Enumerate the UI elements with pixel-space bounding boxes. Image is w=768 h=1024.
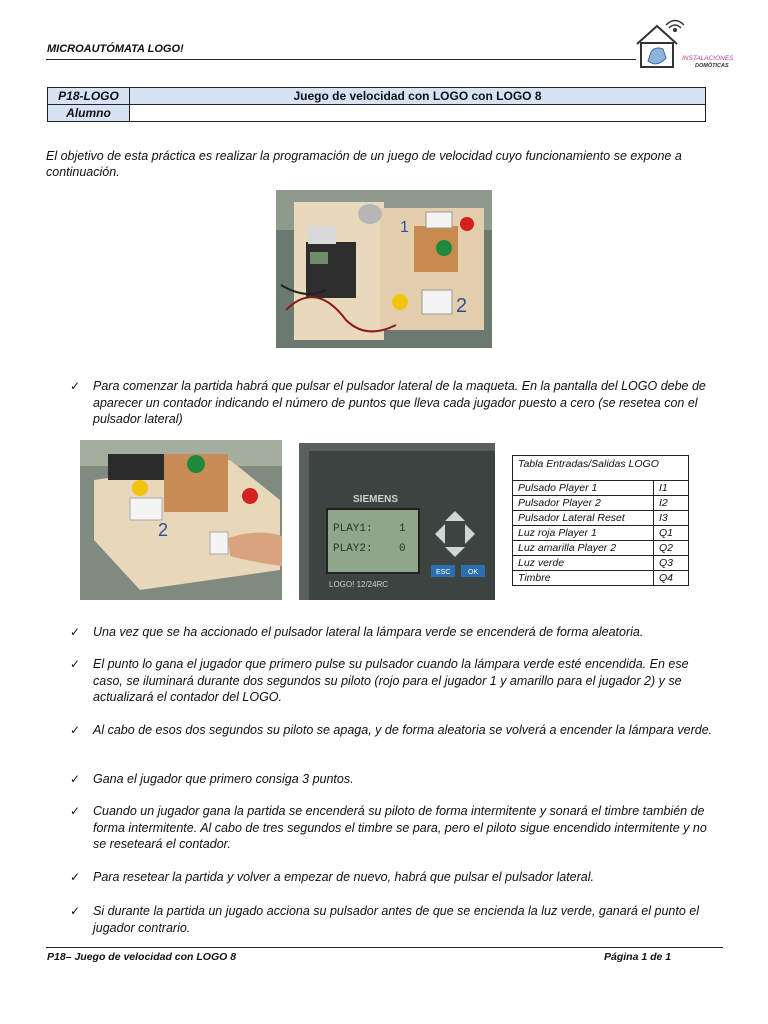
photo-hand-pressing-reset (80, 440, 282, 600)
page-number: Página 1 de 1 (604, 951, 672, 963)
io-table-caption: Tabla Entradas/Salidas LOGO (513, 456, 689, 481)
display-val2: 0 (399, 543, 406, 555)
list-item: ✓ Si durante la partida un jugado acciona su pulsador antes de que se encienda la luz verde, ganará el punto el jugador contrario. (70, 904, 699, 935)
esc-key: ESC (436, 569, 451, 576)
checkmark-icon: ✓ (70, 723, 81, 737)
student-value[interactable] (130, 105, 706, 122)
display-line2: PLAY2: (333, 543, 373, 555)
checkmark-icon: ✓ (70, 772, 81, 786)
practice-code: P18-LOGO (48, 88, 130, 105)
display-line1: PLAY1: (333, 523, 373, 535)
practice-info-table (47, 87, 706, 122)
checkmark-icon: ✓ (70, 657, 81, 671)
table-row: Luz roja Player 1 Q1 (513, 526, 689, 541)
footer-left: P18– Juego de velocidad con LOGO 8 (47, 951, 237, 963)
list-item: ✓ Gana el jugador que primero consiga 3 puntos. (70, 772, 354, 786)
table-row: Pulsador Lateral Reset I3 (513, 511, 689, 526)
photo-logo-display (299, 443, 495, 600)
intro-paragraph: El objetivo de esta práctica es realizar la programación de un juego de velocidad cuyo funcionamiento se expone a continuación. (46, 149, 682, 179)
list-item: ✓ Para comenzar la partida habrá que pulsar el pulsador lateral de la maqueta. En la pantalla del LOGO debe de aparecer un contador indicando el número de puntos que lleva cada jugador puesto a cero (se resetea con el pulsador lateral) (70, 379, 706, 426)
logo-text-line2: DOMÓTICAS (695, 63, 729, 69)
photo-label-2: 2 (456, 295, 468, 317)
ok-key: OK (468, 569, 479, 576)
checkmark-icon: ✓ (70, 870, 81, 884)
list-item: ✓ Cuando un jugador gana la partida se encenderá su piloto de forma intermitente y sonará el timbre también de forma intermitente. Al cabo de tres segundos el timbre se para, pero el piloto sigue encendido intermitente y no se reseteará el contador. (70, 804, 707, 851)
model-label: LOGO! 12/24RC (329, 580, 389, 589)
table-row: Luz amarilla Player 2 Q2 (513, 541, 689, 556)
list-item: ✓ El punto lo gana el jugador que primero pulse su pulsador cuando la lámpara verde esté encendida. En ese caso, se iluminará durante dos segundos su piloto (rojo para el jugador 1 y amarillo para el jugador 2) y se actualizará el contador del LOGO. (70, 657, 689, 704)
list-item: ✓ Para resetear la partida y volver a empezar de nuevo, habrá que pulsar el pulsador lateral. (70, 870, 594, 884)
photo-label-1: 1 (400, 219, 409, 236)
checkmark-icon: ✓ (70, 379, 81, 393)
svg-text:2: 2 (158, 520, 169, 540)
checkmark-icon: ✓ (70, 804, 81, 818)
table-row: Pulsador Player 2 I2 (513, 496, 689, 511)
table-row: Pulsado Player 1 I1 (513, 481, 689, 496)
student-label: Alumno (48, 105, 130, 122)
display-val1: 1 (399, 523, 406, 535)
list-item: ✓ Al cabo de esos dos segundos su piloto se apaga, y de forma aleatoria se volverá a encender la lámpara verde. (70, 723, 713, 737)
header-title: MICROAUTÓMATA LOGO! (47, 43, 184, 55)
practice-title: Juego de velocidad con LOGO con LOGO 8 (130, 88, 706, 105)
checkmark-icon: ✓ (70, 625, 81, 639)
footer-rule (46, 947, 723, 948)
logo-text-line1: INSTALACIONES (682, 55, 733, 62)
table-row: Luz verde Q3 (513, 556, 689, 571)
io-table (512, 455, 689, 586)
checkmark-icon: ✓ (70, 904, 81, 918)
photo-game-board (276, 190, 492, 348)
company-logo (633, 16, 733, 72)
table-row: Timbre Q4 (513, 571, 689, 586)
header-rule (46, 59, 636, 60)
list-item: ✓ Una vez que se ha accionado el pulsador lateral la lámpara verde se encenderá de forma aleatoria. (70, 625, 644, 639)
brand-label: SIEMENS (353, 494, 399, 505)
